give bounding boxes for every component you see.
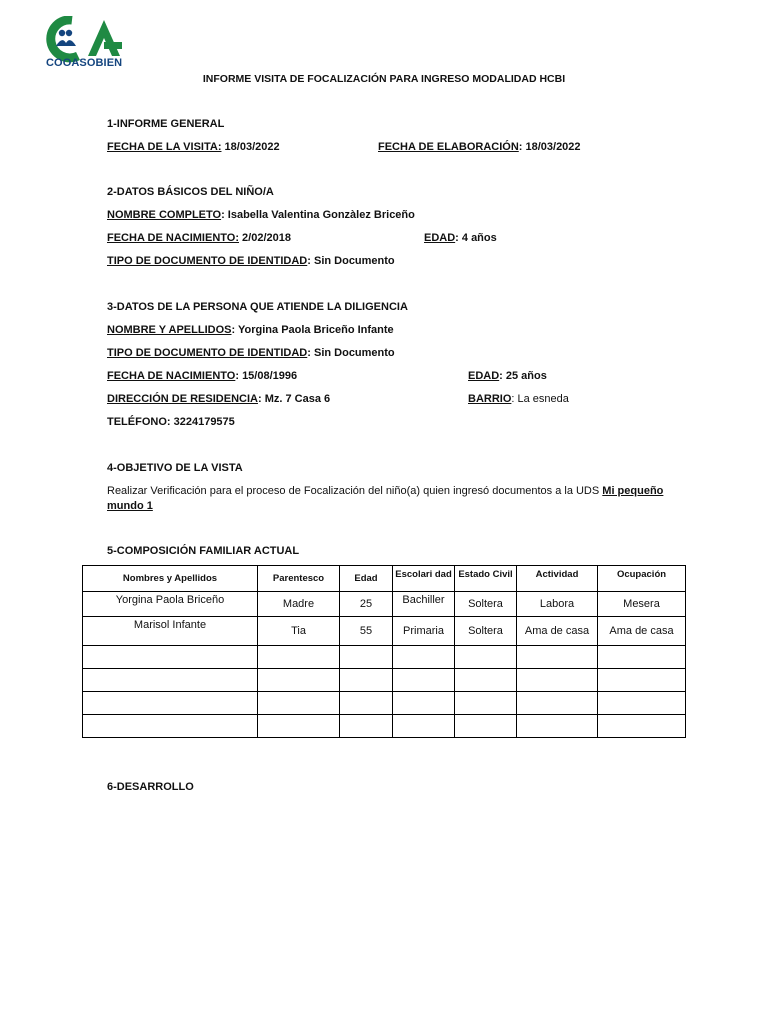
child-age-field bbox=[424, 232, 497, 244]
table-cell: 25 bbox=[340, 592, 393, 617]
table-row bbox=[83, 617, 686, 646]
attendee-doc-value: : Sin Documento bbox=[307, 347, 395, 359]
table-cell bbox=[455, 669, 517, 692]
attendee-address-label: DIRECCIÓN DE RESIDENCIA bbox=[107, 393, 258, 405]
table-cell bbox=[340, 646, 393, 669]
attendee-birth-label: FECHA DE NACIMIENTO bbox=[107, 370, 236, 382]
child-birth-field bbox=[107, 232, 291, 244]
attendee-age-value: : 25 años bbox=[499, 370, 547, 382]
table-cell: Labora bbox=[517, 592, 598, 617]
table-cell bbox=[517, 646, 598, 669]
section-family-heading: 5-COMPOSICIÓN FAMILIAR ACTUAL bbox=[107, 545, 300, 557]
attendee-name-label: NOMBRE Y APELLIDOS bbox=[107, 324, 232, 336]
visit-date-value: 18/03/2022 bbox=[221, 141, 280, 153]
col-header: Ocupación bbox=[598, 566, 686, 592]
attendee-birth-field bbox=[107, 370, 297, 382]
elab-date-field bbox=[378, 141, 581, 153]
table-cell bbox=[83, 646, 258, 669]
col-header: Parentesco bbox=[258, 566, 340, 592]
attendee-name-value: : Yorgina Paola Briceño Infante bbox=[231, 324, 394, 336]
objective-text bbox=[107, 484, 667, 514]
table-cell bbox=[340, 692, 393, 715]
table-cell bbox=[393, 692, 455, 715]
table-cell bbox=[83, 692, 258, 715]
table-cell bbox=[393, 669, 455, 692]
table-row bbox=[83, 646, 686, 669]
objective-body: Realizar Verificación para el proceso de Focalización del niño(a) quien ingresó documentos a la UDS bbox=[107, 485, 603, 497]
attendee-birth-value: : 15/08/1996 bbox=[235, 370, 298, 382]
table-cell bbox=[598, 646, 686, 669]
table-cell: Mesera bbox=[598, 592, 686, 617]
attendee-address-value: : Mz. 7 Casa 6 bbox=[257, 393, 331, 405]
table-cell bbox=[258, 646, 340, 669]
child-age-value: : 4 años bbox=[455, 232, 497, 244]
col-header: Estado Civil bbox=[455, 566, 517, 592]
table-cell bbox=[455, 692, 517, 715]
table-cell bbox=[517, 715, 598, 738]
visit-date-field bbox=[107, 141, 280, 153]
attendee-name-field bbox=[107, 324, 394, 336]
elab-date-value: : 18/03/2022 bbox=[518, 141, 581, 153]
table-cell bbox=[258, 669, 340, 692]
attendee-barrio-field bbox=[468, 393, 569, 405]
family-table bbox=[82, 565, 686, 738]
section-child-heading: 2-DATOS BÁSICOS DEL NIÑO/A bbox=[107, 186, 274, 198]
elab-date-label: FECHA DE ELABORACIÓN bbox=[378, 141, 519, 153]
table-row bbox=[83, 669, 686, 692]
table-cell: Yorgina Paola Briceño bbox=[83, 592, 258, 617]
section-objective-heading: 4-OBJETIVO DE LA VISTA bbox=[107, 462, 243, 474]
table-cell: Ama de casa bbox=[598, 617, 686, 646]
table-cell bbox=[393, 715, 455, 738]
col-header: Escolari dad bbox=[393, 566, 455, 592]
table-cell bbox=[340, 669, 393, 692]
table-row bbox=[83, 715, 686, 738]
table-cell: Ama de casa bbox=[517, 617, 598, 646]
col-header: Edad bbox=[340, 566, 393, 592]
child-birth-label: FECHA DE NACIMIENTO: bbox=[107, 232, 239, 244]
child-name-field bbox=[107, 209, 415, 221]
col-header: Actividad bbox=[517, 566, 598, 592]
table-cell bbox=[598, 715, 686, 738]
attendee-barrio-value: : La esneda bbox=[511, 393, 569, 405]
table-cell bbox=[83, 715, 258, 738]
table-cell bbox=[258, 715, 340, 738]
table-cell: Soltera bbox=[455, 617, 517, 646]
attendee-doc-label: TIPO DE DOCUMENTO DE IDENTIDAD bbox=[107, 347, 308, 359]
section-attendee-heading: 3-DATOS DE LA PERSONA QUE ATIENDE LA DILIGENCIA bbox=[107, 301, 408, 313]
brand-name: COOASOBIEN bbox=[46, 57, 123, 69]
section-general-heading: 1-INFORME GENERAL bbox=[107, 118, 225, 130]
table-cell bbox=[455, 646, 517, 669]
table-cell: Primaria bbox=[393, 617, 455, 646]
table-cell bbox=[340, 715, 393, 738]
table-row bbox=[83, 692, 686, 715]
uds-name: Mi pequeño mundo 1 bbox=[107, 485, 664, 512]
table-row bbox=[83, 592, 686, 617]
table-cell bbox=[258, 692, 340, 715]
family-table-header bbox=[83, 566, 686, 592]
table-cell bbox=[598, 669, 686, 692]
table-cell bbox=[83, 669, 258, 692]
table-cell: Tia bbox=[258, 617, 340, 646]
attendee-barrio-label: BARRIO bbox=[468, 393, 512, 405]
child-doc-value: : Sin Documento bbox=[307, 255, 395, 267]
child-name-value: : Isabella Valentina Gonzàlez Briceño bbox=[221, 209, 415, 221]
section-development-heading: 6-DESARROLLO bbox=[107, 781, 194, 793]
document-title: INFORME VISITA DE FOCALIZACIÓN PARA INGRESO MODALIDAD HCBI bbox=[202, 73, 566, 85]
table-cell bbox=[517, 669, 598, 692]
child-name-label: NOMBRE COMPLETO bbox=[107, 209, 222, 221]
table-cell bbox=[598, 692, 686, 715]
visit-date-label: FECHA DE LA VISITA: bbox=[107, 141, 222, 153]
attendee-age-label: EDAD bbox=[468, 370, 500, 382]
table-cell bbox=[393, 646, 455, 669]
col-header: Nombres y Apellidos bbox=[83, 566, 258, 592]
table-cell: Bachiller bbox=[393, 592, 455, 617]
child-age-label: EDAD bbox=[424, 232, 456, 244]
attendee-address-field bbox=[107, 393, 330, 405]
table-cell: Marisol Infante bbox=[83, 617, 258, 646]
child-doc-label: TIPO DE DOCUMENTO DE IDENTIDAD bbox=[107, 255, 308, 267]
table-cell bbox=[455, 715, 517, 738]
table-cell bbox=[517, 692, 598, 715]
table-cell: Soltera bbox=[455, 592, 517, 617]
attendee-phone: TELÉFONO: 3224179575 bbox=[107, 416, 235, 428]
attendee-doc-field bbox=[107, 347, 395, 359]
attendee-age-field bbox=[468, 370, 547, 382]
table-cell: 55 bbox=[340, 617, 393, 646]
child-birth-value: 2/02/2018 bbox=[239, 232, 291, 244]
child-doc-field bbox=[107, 255, 395, 267]
table-cell: Madre bbox=[258, 592, 340, 617]
